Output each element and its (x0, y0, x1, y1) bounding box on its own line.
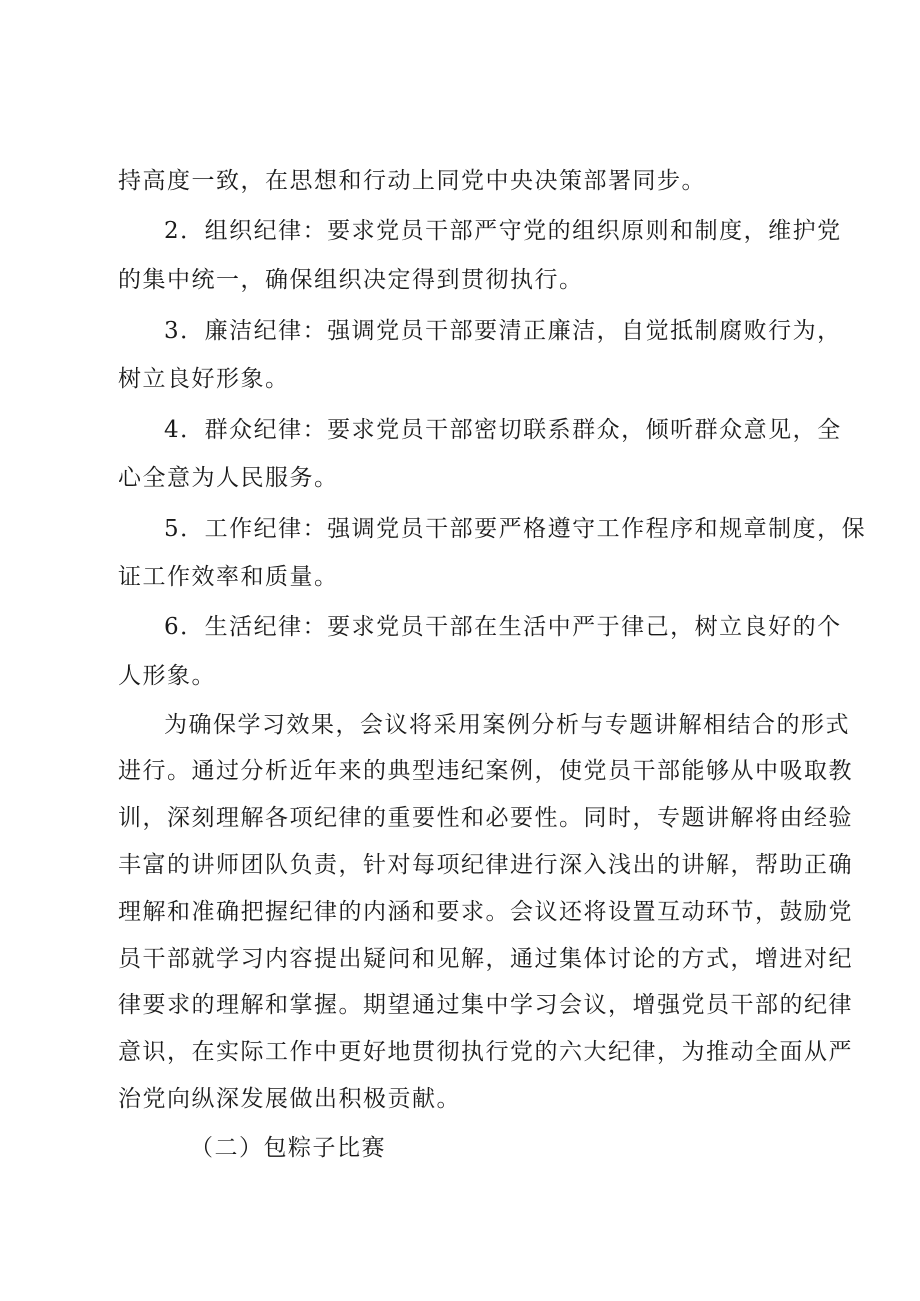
text-line: 治党向纵深发展做出积极贡献。 (118, 1086, 461, 1112)
text-line: 员干部就学习内容提出疑问和见解，通过集体讨论的方式，增进对纪 (118, 946, 853, 972)
text-line: 树立良好形象。 (118, 366, 290, 392)
text-line: 进行。通过分析近年来的典型违纪案例，使党员干部能够从中吸取教 (118, 758, 853, 784)
text-line: 2．组织纪律：要求党员干部严守党的组织原则和制度，维护党 (164, 218, 842, 244)
text-line: 为确保学习效果，会议将采用案例分析与专题讲解相结合的形式 (164, 712, 850, 738)
text-line: 5．工作纪律：强调党员干部要严格遵守工作程序和规章制度，保 (164, 516, 867, 542)
text-line: 意识，在实际工作中更好地贯彻执行党的六大纪律，为推动全面从严 (118, 1039, 853, 1065)
text-line: 丰富的讲师团队负责，针对每项纪律进行深入浅出的讲解，帮助正确 (118, 852, 853, 878)
text-line: 的集中统一，确保组织决定得到贯彻执行。 (118, 267, 584, 293)
text-line: 持高度一致，在思想和行动上同党中央决策部署同步。 (118, 168, 706, 194)
section-heading: （二）包粽子比赛 (190, 1135, 386, 1161)
text-line: 4．群众纪律：要求党员干部密切联系群众，倾听群众意见，全 (164, 417, 842, 443)
text-line: 3．廉洁纪律：强调党员干部要清正廉洁，自觉抵制腐败行为， (164, 318, 842, 344)
text-line: 律要求的理解和掌握。期望通过集中学习会议，增强党员干部的纪律 (118, 992, 853, 1018)
text-line: 证工作效率和质量。 (118, 564, 339, 590)
text-line: 人形象。 (118, 663, 216, 689)
text-line: 理解和准确把握纪律的内涵和要求。会议还将设置互动环节，鼓励党 (118, 899, 853, 925)
text-line: 心全意为人民服务。 (118, 465, 339, 491)
text-line: 训，深刻理解各项纪律的重要性和必要性。同时，专题讲解将由经验 (118, 805, 853, 831)
text-line: 6．生活纪律：要求党员干部在生活中严于律己，树立良好的个 (164, 614, 842, 640)
